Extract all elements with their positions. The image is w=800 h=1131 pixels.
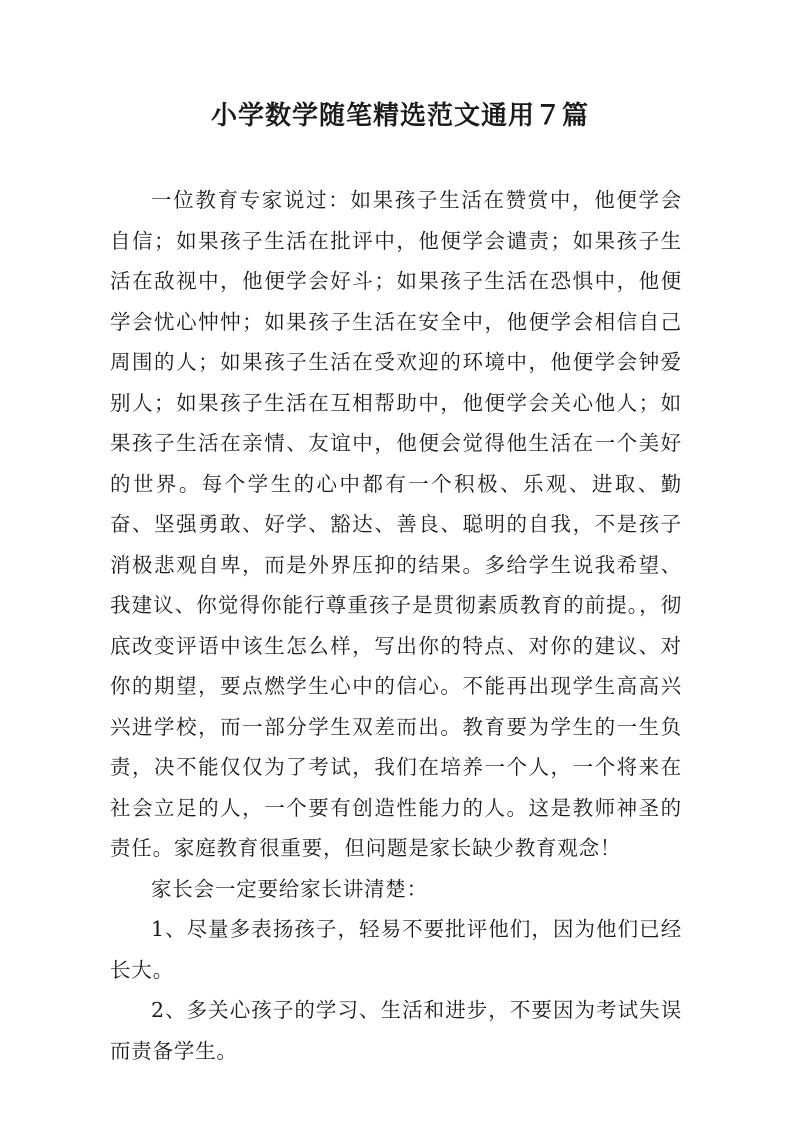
document-title: 小学数学随笔精选范文通用７篇	[210, 101, 589, 131]
body-paragraph: 1、尽量多表扬孩子，轻易不要批评他们，因为他们已经长大。	[110, 917, 682, 982]
body-paragraph: 一位教育专家说过：如果孩子生活在赞赏中，他便学会自信；如果孩子生活在批评中，他便学会谴责；如果孩子生活在敌视中，他便学会好斗；如果孩子生活在恐惧中，他便学会忧心忡忡；如果孩子生活在安全中，他便学会相信自己周围的人；如果孩子生活在受欢迎的环境中，他便学会钟爱别人；如果孩子生活在互相帮助中，他便学会关心他人；如果孩子生活在亲情、友谊中，他便会觉得他生活在一个美好的世界。每个学生的心中都有一个积极、乐观、进取、勤奋、坚强勇敢、好学、豁达、善良、聪明的自我，不是孩子消极悲观自卑，而是外界压抑的结果。多给学生说我希望、我建议、你觉得你能行尊重孩子是贯彻素质教育的前提。，彻底改变评语中该生怎么样，写出你的特点、对你的建议、对你的期望，要点燃学生心中的信心。不能再出现学生高高兴兴进学校，而一部分学生双差而出。教育要为学生的一生负责，决不能仅仅为了考试，我们在培养一个人，一个将来在社会立足的人，一个要有创造性能力的人。这是教师神圣的责任。家庭教育很重要，但问题是家长缺少教育观念！	[110, 188, 682, 860]
document-body	[110, 180, 682, 1071]
body-paragraph: 家长会一定要给家长讲清楚：	[151, 876, 428, 901]
body-paragraph: 2、多关心孩子的学习、生活和进步，不要因为考试失误而责备学生。	[110, 998, 682, 1063]
